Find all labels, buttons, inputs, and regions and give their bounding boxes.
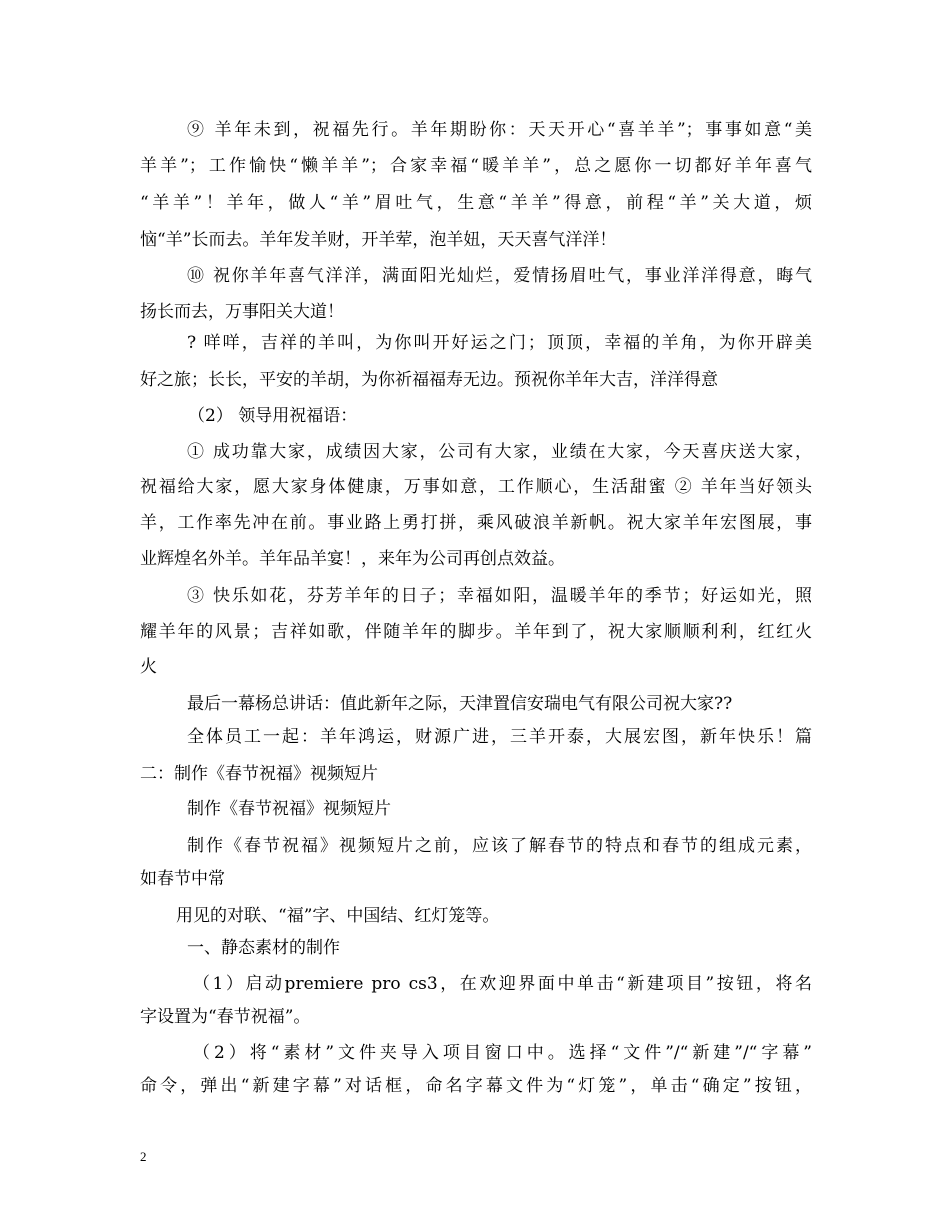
text-line: 祝福给大家，愿大家身体健康，万事如意，工作顺心，生活甜蜜 ② 羊年当好领头 bbox=[140, 477, 812, 497]
text-line: 火 bbox=[140, 657, 157, 677]
text-line: 字设置为“春节祝福”。 bbox=[140, 1007, 311, 1027]
section-heading: （2） 领导用祝福语： bbox=[188, 406, 358, 426]
text-line: 好之旅；长长，平安的羊胡，为你祈福福寿无边。预祝你羊年大吉，洋洋得意 bbox=[140, 370, 718, 390]
text-line: 命令，弹出“新建字幕”对话框，命名字幕文件为“灯笼”，单击“确定”按钮， bbox=[140, 1076, 812, 1096]
text-line: ⑩ 祝你羊年喜气洋洋，满面阳光灿烂，爱情扬眉吐气，事业洋洋得意，晦气 bbox=[187, 266, 812, 286]
text-line: ? 咩咩，吉祥的羊叫，为你叫开好运之门；顶顶，幸福的羊角，为你开辟美 bbox=[187, 333, 812, 353]
text-line: 如春节中常 bbox=[140, 869, 225, 889]
text-line: 制作《春节祝福》视频短片 bbox=[187, 799, 391, 819]
text-line: 二：制作《春节祝福》视频短片 bbox=[140, 764, 378, 784]
text-line: 用见的对联、“福”字、中国结、红灯笼等。 bbox=[176, 906, 500, 926]
text-line: ① 成功靠大家，成绩因大家，公司有大家，业绩在大家，今天喜庆送大家， bbox=[187, 442, 812, 462]
text-line: 业辉煌名外羊。羊年品羊宴！，来年为公司再创点效益。 bbox=[140, 549, 565, 569]
text-line: ⑨ 羊年未到，祝福先行。羊年期盼你：天天开心“喜羊羊”；事事如意“美 bbox=[187, 120, 812, 140]
text-line: （2）将“素材”文件夹导入项目窗口中。选择“文件”/“新建”/“字幕” bbox=[193, 1043, 812, 1063]
page-number: 2 bbox=[140, 1149, 147, 1164]
text-line: 羊，工作率先冲在前。事业路上勇打拼，乘风破浪羊新帆。祝大家羊年宏图展，事 bbox=[140, 513, 812, 533]
text-line: 全体员工一起：羊年鸿运，财源广进，三羊开泰，大展宏图，新年快乐！篇 bbox=[187, 727, 812, 747]
text-line: （1）启动premiere pro cs3，在欢迎界面中单击“新建项目”按钮，将名 bbox=[193, 974, 812, 994]
text-line: 最后一幕杨总讲话：值此新年之际，天津置信安瑞电气有限公司祝大家?? bbox=[187, 694, 733, 714]
text-line: 耀羊年的风景；吉祥如歌，伴随羊年的脚步。羊年到了，祝大家顺顺利利，红红火 bbox=[140, 622, 812, 642]
text-line: 扬长而去，万事阳关大道！ bbox=[140, 302, 344, 322]
text-line: “羊羊”！羊年，做人“羊”眉吐气，生意“羊羊”得意，前程“羊”关大道，烦 bbox=[140, 193, 812, 213]
text-line: 恼“羊”长而去。羊年发羊财，开羊荤，泡羊妞，天天喜气洋洋！ bbox=[140, 230, 617, 250]
text-line: ③ 快乐如花，芬芳羊年的日子；幸福如阳，温暖羊年的季节；好运如光，照 bbox=[187, 586, 812, 606]
text-line: 羊羊”；工作愉快“懒羊羊”；合家幸福“暖羊羊”，总之愿你一切都好羊年喜气 bbox=[140, 156, 812, 176]
section-heading: 一、静态素材的制作 bbox=[187, 938, 340, 958]
text-line: 制作《春节祝福》视频短片之前，应该了解春节的特点和春节的组成元素， bbox=[187, 836, 812, 856]
